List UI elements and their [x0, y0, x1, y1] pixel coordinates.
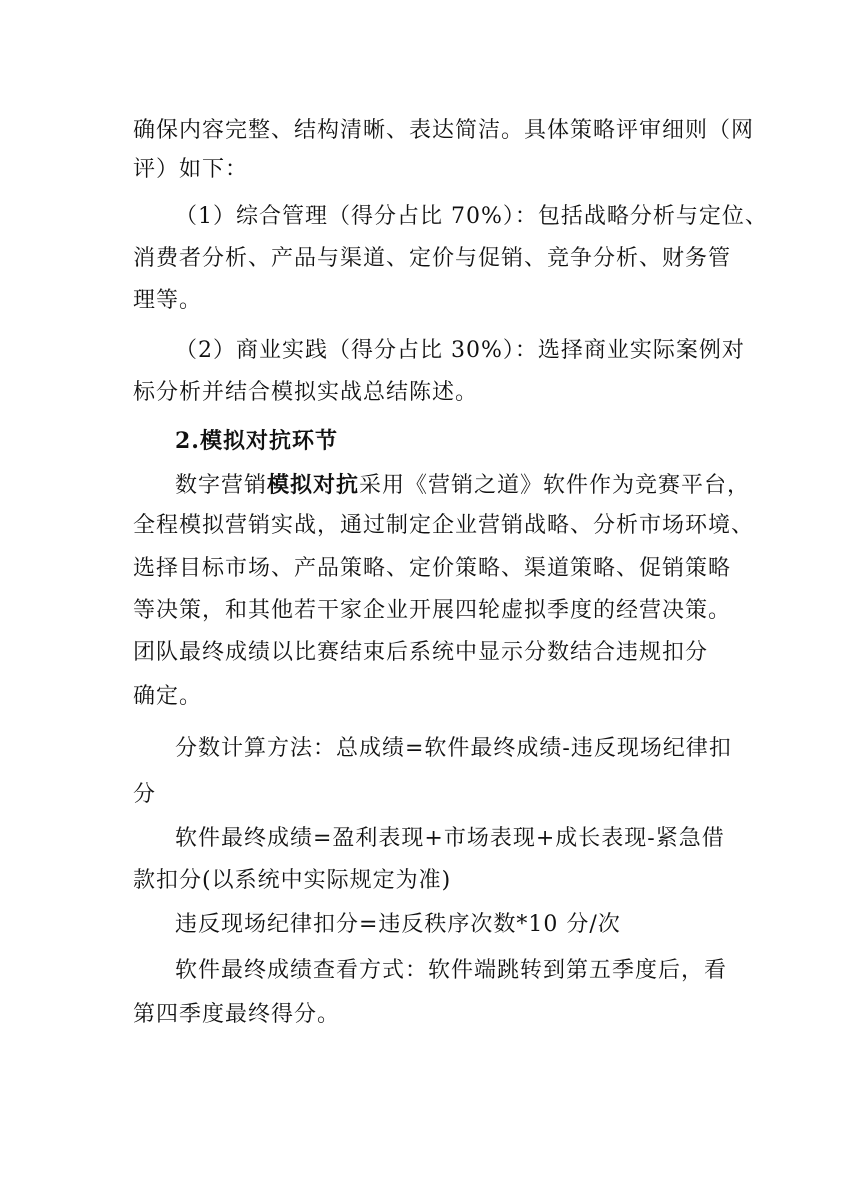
formula-line: 分 — [133, 782, 157, 807]
section-heading: 2.模拟对抗环节 — [175, 428, 338, 454]
formula-line: 软件最终成绩=盈利表现+市场表现+成长表现-紧急借 — [175, 826, 725, 851]
paragraph-line: 选择目标市场、产品策略、定价策略、渠道策略、促销策略 — [133, 556, 732, 581]
paragraph-line: 团队最终成绩以比赛结束后系统中显示分数结合违规扣分 — [133, 640, 709, 665]
paragraph-line: 确保内容完整、结构清晰、表达简洁。具体策略评审细则（网 — [133, 118, 755, 143]
paragraph-line: 评）如下： — [133, 157, 249, 182]
formula-line: 分数计算方法：总成绩=软件最终成绩-违反现场纪律扣 — [175, 736, 732, 761]
paragraph-line: 理等。 — [133, 288, 203, 313]
paragraph-line: 全程模拟营销实战，通过制定企业营销战略、分析市场环境、 — [133, 513, 755, 538]
criteria-item-2: （2）商业实践（得分占比 30%）：选择商业实际案例对 — [175, 338, 745, 363]
paragraph-line-mixed — [175, 472, 775, 499]
paragraph-line: 确定。 — [133, 684, 203, 709]
paragraph-line: 标分析并结合模拟实战总结陈述。 — [133, 380, 479, 405]
text-segment: 数字营销 — [175, 473, 268, 498]
formula-line: 款扣分(以系统中实际规定为准) — [133, 868, 452, 893]
paragraph-line: 等决策，和其他若干家企业开展四轮虚拟季度的经营决策。 — [133, 598, 732, 623]
paragraph-line: 消费者分析、产品与渠道、定价与促销、竞争分析、财务管 — [133, 246, 732, 271]
criteria-item-1: （1）综合管理（得分占比 70%）：包括战略分析与定位、 — [175, 204, 768, 229]
formula-line: 违反现场纪律扣分=违反秩序次数*10 分/次 — [175, 912, 621, 937]
paragraph-line: 软件最终成绩查看方式：软件端跳转到第五季度后，看 — [175, 958, 728, 983]
paragraph-line: 第四季度最终得分。 — [133, 1002, 341, 1027]
emphasized-text: 模拟对抗 — [267, 472, 360, 498]
text-segment: 采用《营销之道》软件作为竞赛平台， — [359, 473, 751, 498]
